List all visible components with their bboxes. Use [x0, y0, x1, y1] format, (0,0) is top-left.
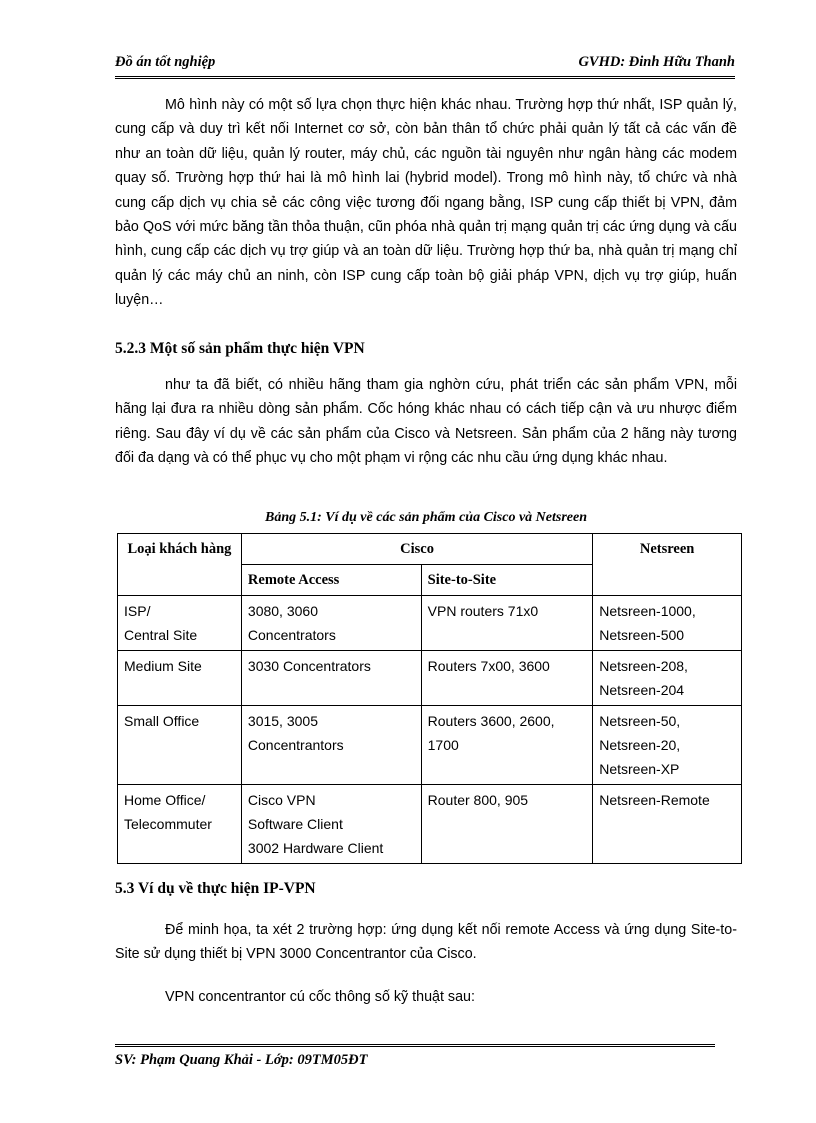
- cell-line: Routers 3600, 2600,: [427, 713, 555, 729]
- table-cell-remote: [241, 651, 421, 706]
- paragraph-vpn-products: như ta đã biết, có nhiều hãng tham gia nghờn cứu, phát triển các sản phẩm VPN, mỗi hãng lại đưa ra nhiều dòng sản phẩm. Cốc hóng khác nhau có cách tiếp cận và ưu nhược điểm riêng. Sau đây ví dụ về các sản phẩm của Cisco và Netsreen. Sản phẩm của 2 hãng này tương đối đa dạng và có thể phục vụ cho một phạm vi rộng các nhu cầu ứng dụng khác nhau.: [115, 377, 737, 467]
- heading-section-5-3: 5.3 Ví dụ về thực hiện IP-VPN: [115, 880, 316, 897]
- cell-line: 3015, 3005: [247, 713, 318, 729]
- cell-line: VPN routers 71x0: [427, 603, 539, 619]
- cell-line: Netsreen-204: [599, 682, 685, 698]
- table-header-row: [118, 534, 742, 565]
- cell-line: Telecommuter: [124, 816, 212, 832]
- cell-line: 3080, 3060: [247, 603, 318, 619]
- paragraph-model-options: Mô hình này có một số lựa chọn thực hiện khác nhau. Trường hợp thứ nhất, ISP quản lý, cung cấp và duy trì kết nối Internet cơ sở, còn bản thân tổ chức phải quản lý tất cả các vấn đề như an toàn dữ liệu, quản lý router, máy chủ, các nguồn tài nguyên như ngân hàng các modem quay số. Trường hợp thứ hai là mô hình lai (hybrid model). Trong mô hình này, tổ chức và nhà cung cấp dịch vụ chia sẻ các công việc tương đối ngang bằng, ISP cung cấp thiết bị VPN, đảm bảo QoS với mức băng tần thỏa thuận, cũn phóa nhà quản trị mạng quản trị các ứng dụng và cấu hình, cung cấp các dịch vụ trợ giúp và an toàn dữ liệu. Trường hợp thứ ba, nhà quản trị mạng chỉ quản lý các máy chủ an ninh, còn ISP cung cấp toàn bộ giải pháp VPN, dịch vụ trợ giúp, huấn luyện…: [115, 97, 737, 309]
- cell-line: Netsreen-500: [599, 627, 685, 643]
- table-cell-netsreen: [593, 785, 742, 864]
- table-cell-remote: [241, 596, 421, 651]
- table-cell-site: [421, 651, 593, 706]
- cell-line: Router 800, 905: [427, 792, 529, 808]
- header-thesis-title: Đồ án tốt nghiệp: [115, 54, 216, 70]
- header-customer-type: Loại khách hàng: [118, 534, 242, 596]
- cell-line: Software Client: [247, 816, 343, 832]
- header-remote-access: Remote Access: [241, 565, 421, 596]
- table-cell-site: [421, 785, 593, 864]
- header-site-to-site: Site-to-Site: [421, 565, 593, 596]
- table-caption: Bảng 5.1: Ví dụ về các sản phẩm của Cisco và Netsreen: [265, 510, 587, 525]
- table-row: [118, 785, 742, 864]
- cell-line: Medium Site: [124, 658, 202, 674]
- table-cell-site: [421, 596, 593, 651]
- paragraph-concentrator-specs: VPN concentrantor cú cốc thông số kỹ thuật sau:: [165, 989, 475, 1005]
- table-cell-customer: [118, 596, 242, 651]
- cell-line: Netsreen-1000,: [599, 603, 696, 619]
- table-cell-netsreen: [593, 706, 742, 785]
- table-row: [118, 651, 742, 706]
- page-footer: SV: Phạm Quang Khải - Lớp: 09TM05ĐT: [115, 1052, 368, 1068]
- table-row: [118, 706, 742, 785]
- cell-line: Central Site: [124, 627, 198, 643]
- cell-line: 3002 Hardware Client: [247, 840, 384, 856]
- cell-line: Netsreen-20,: [599, 737, 681, 753]
- cell-line: Concentrantors: [247, 737, 344, 753]
- cell-line: Netsreen-XP: [599, 761, 680, 777]
- paragraph-ipvpn-example: Để minh họa, ta xét 2 trường hợp: ứng dụng kết nối remote Access và ứng dụng Site-to-Site sử dụng thiết bị VPN 3000 Concentrantor của Cisco.: [115, 922, 737, 963]
- product-table: [117, 533, 742, 864]
- page-header: [115, 52, 735, 74]
- table-row: [118, 596, 742, 651]
- cell-line: Cisco VPN: [247, 792, 316, 808]
- cell-line: Concentrators: [247, 627, 336, 643]
- cell-line: Routers 7x00, 3600: [427, 658, 550, 674]
- table-cell-site: [421, 706, 593, 785]
- table-cell-netsreen: [593, 651, 742, 706]
- cell-line: Small Office: [124, 713, 200, 729]
- table-cell-remote: [241, 706, 421, 785]
- footer-divider: [115, 1044, 715, 1047]
- table-cell-remote: [241, 785, 421, 864]
- cell-line: Netsreen-Remote: [599, 792, 710, 808]
- table-cell-customer: [118, 706, 242, 785]
- header-cisco: Cisco: [241, 534, 592, 565]
- table-cell-customer: [118, 651, 242, 706]
- table-cell-customer: [118, 785, 242, 864]
- table-body: [118, 596, 742, 864]
- table-cell-netsreen: [593, 596, 742, 651]
- heading-section-5-2-3: 5.2.3 Một số sản phẩm thực hiện VPN: [115, 340, 365, 357]
- cell-line: 1700: [427, 737, 459, 753]
- header-divider: [115, 76, 735, 79]
- cell-line: Home Office/: [124, 792, 206, 808]
- cell-line: 3030 Concentrators: [247, 658, 371, 674]
- header-netsreen: Netsreen: [593, 534, 742, 596]
- header-advisor: GVHD: Đinh Hữu Thanh: [578, 54, 735, 70]
- cell-line: ISP/: [124, 603, 151, 619]
- cell-line: Netsreen-208,: [599, 658, 688, 674]
- cell-line: Netsreen-50,: [599, 713, 681, 729]
